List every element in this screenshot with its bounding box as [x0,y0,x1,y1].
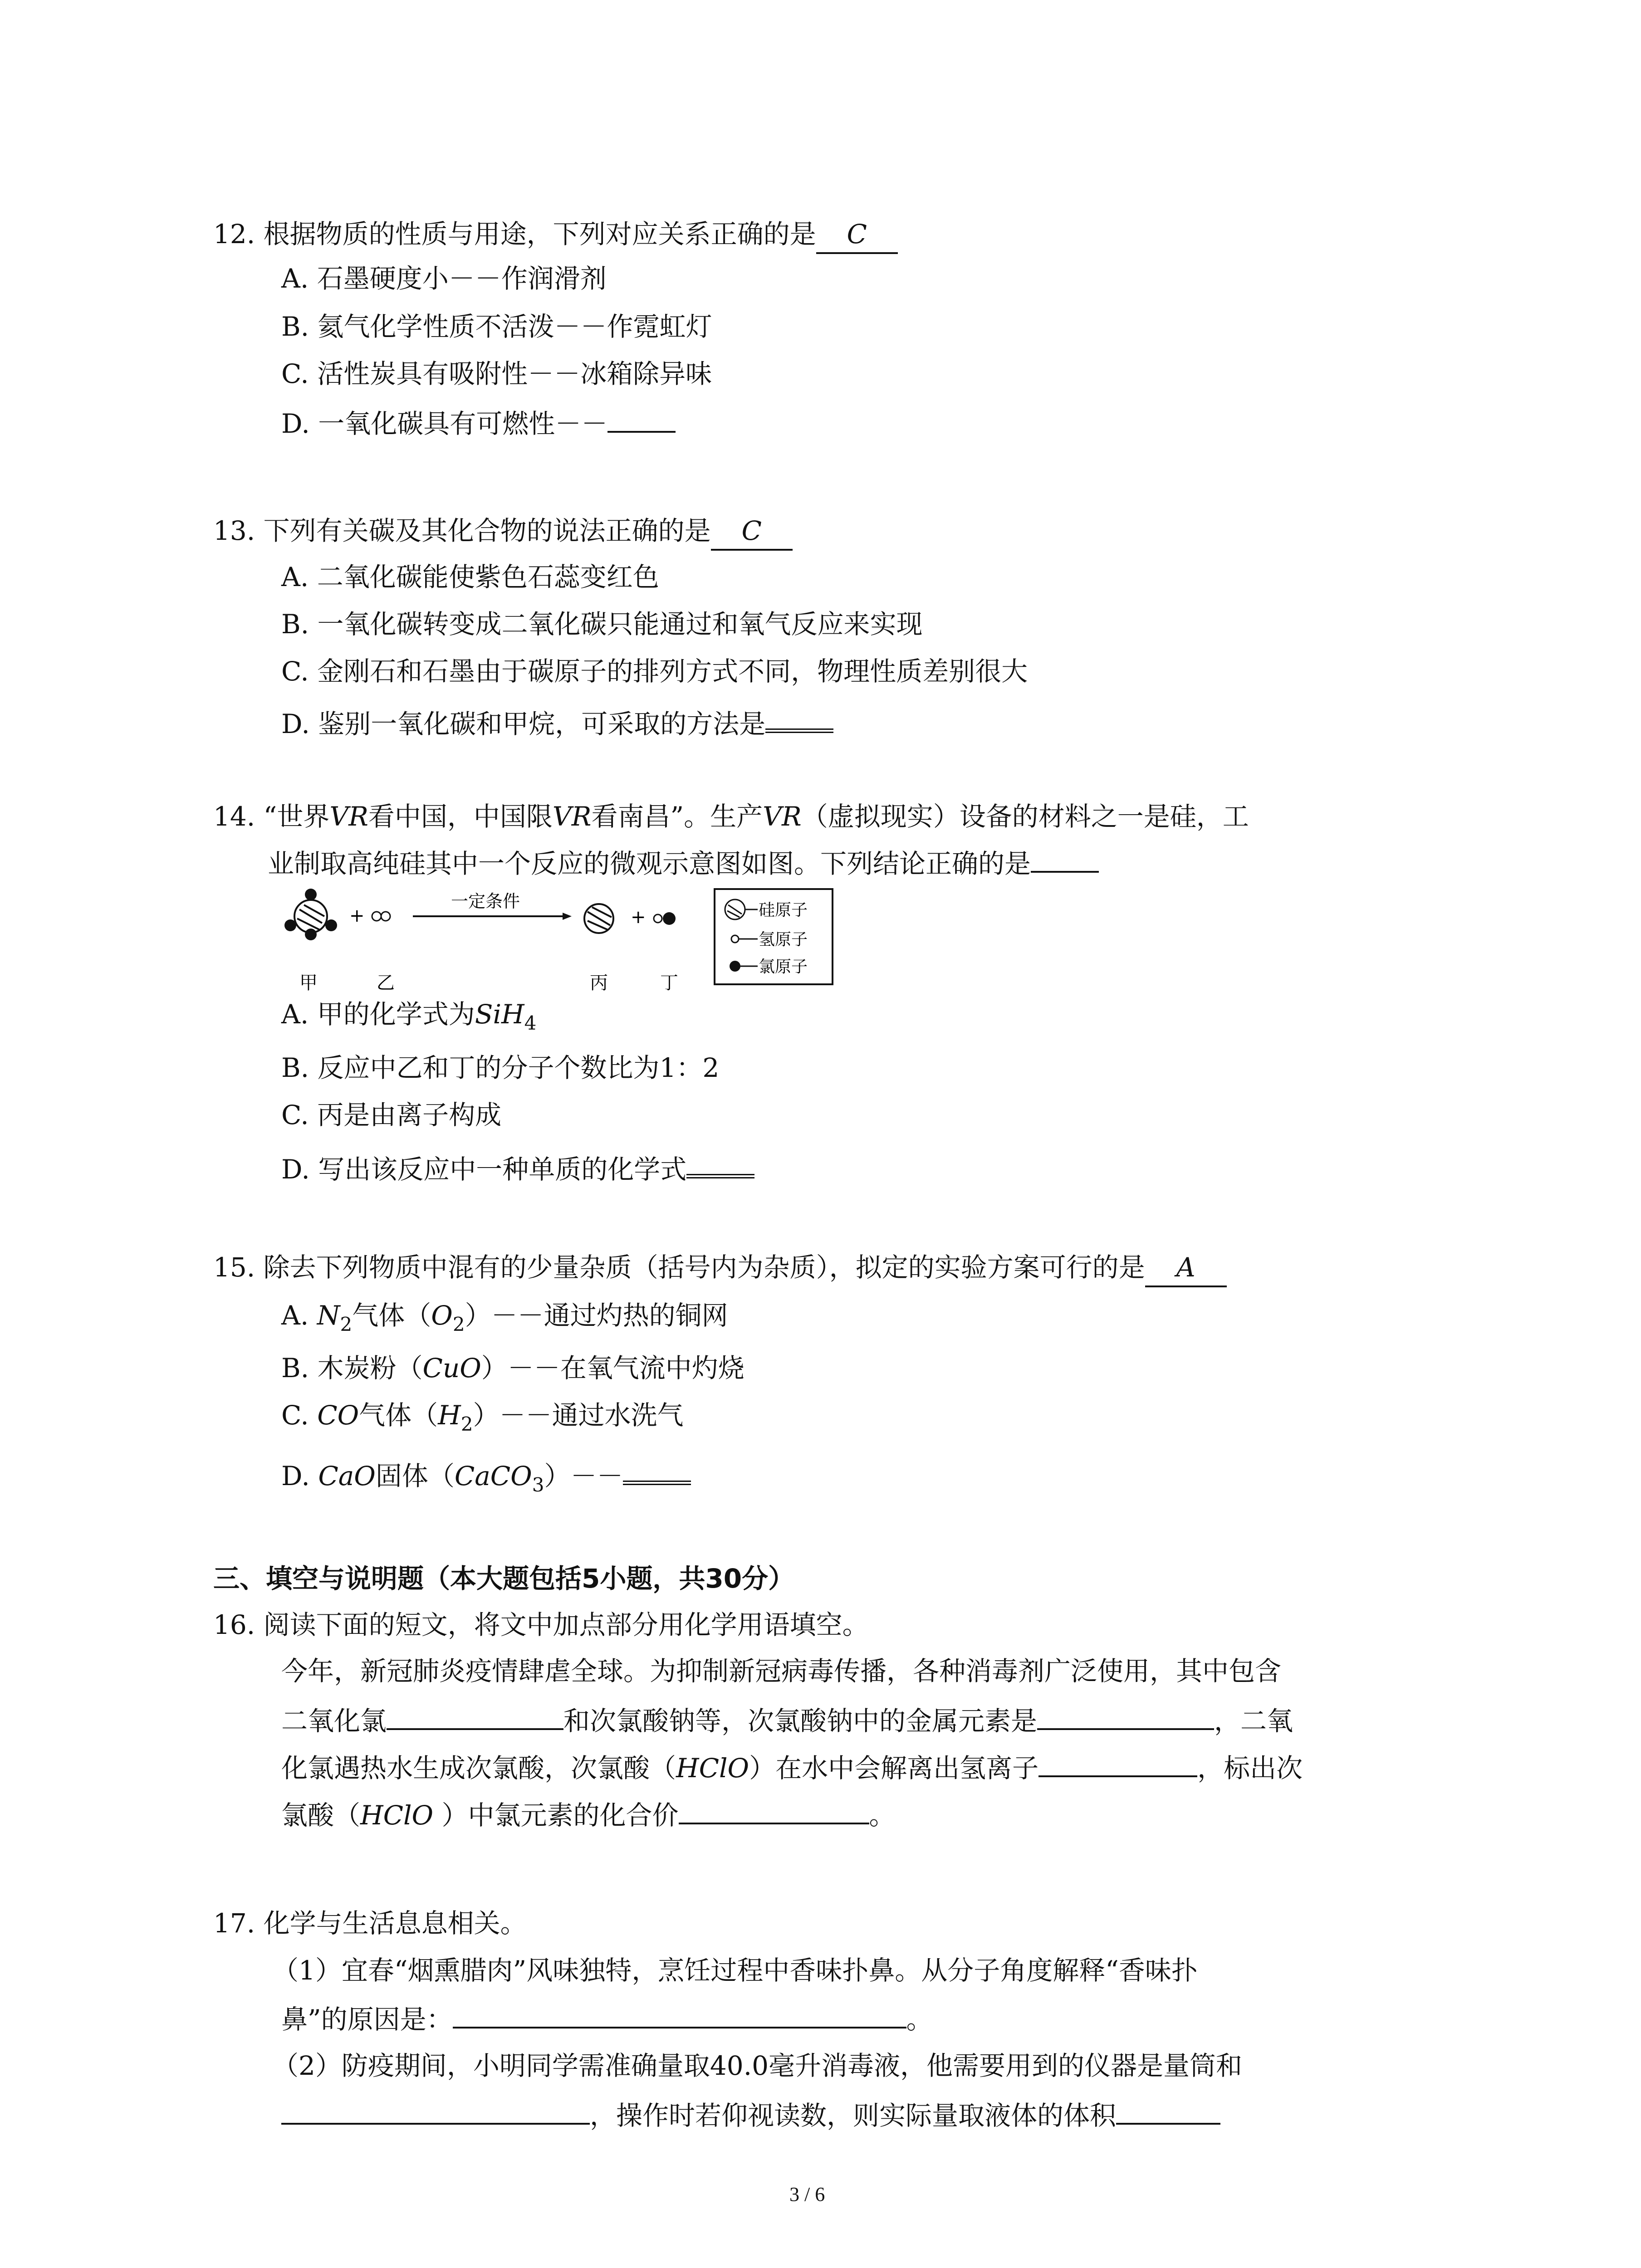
q14-vr-3: VR [763,801,802,832]
q12-stem-text: 12. 根据物质的性质与用途，下列对应关系正确的是 [213,219,816,249]
q14-blank [1031,845,1099,873]
q15-a-pre: A. [281,1300,317,1331]
q14-option-b: B. 反应中乙和丁的分子个数比为1：2 [281,1052,720,1083]
q13-option-a: A. 二氧化碳能使紫色石蕊变红色 [281,562,659,592]
q15-a-sub1: 2 [340,1313,353,1335]
legend-si: 硅原子 [759,901,808,919]
q17-part-2-cont [281,2097,1220,2134]
q13-option-c: C. 金刚石和石墨由于碳原子的排列方式不同，物理性质差别很大 [281,656,1028,687]
q17-blank-2 [281,2097,590,2125]
q16-para-4 [281,1796,896,1833]
label-bing: 丙 [590,973,608,993]
q15-d-sub: 3 [532,1474,544,1496]
q15-d-formula: CaO [318,1461,376,1491]
q12-option-d [281,405,676,442]
q17-stem: 17. 化学与生活息息相关。 [213,1908,527,1939]
q14-stem-line2 [268,845,1099,882]
q16-p2-a: 二氧化氯 [281,1706,387,1736]
q12-option-d-blank [607,405,676,433]
q16-p3-c: ，标出次 [1197,1753,1303,1784]
legend-h: 氢原子 [759,930,808,949]
q16-para-2 [281,1702,1293,1739]
q14-stem-line1 [213,798,1249,835]
q12-option-a: A. 石墨硬度小－－作润滑剂 [281,263,607,294]
q12-option-c: C. 活性炭具有吸附性－－冰箱除异味 [281,358,712,389]
q15-d-text: 固体（ [375,1461,455,1491]
q15-d-post: ）－－ [544,1461,623,1491]
q15-a-text: 气体（ [352,1300,431,1331]
q17-p2-a: 鼻”的原因是： [281,2004,453,2035]
q12-option-b: B. 氦气化学性质不活泼－－作霓虹灯 [281,311,712,342]
q14-text-a: 14. “世界 [213,801,330,832]
q16-p4-formula: HClO [360,1800,434,1831]
q15-c-text: 气体（ [359,1400,438,1431]
q14-text-c: 看南昌”。生产 [591,801,763,832]
section-3-heading: 三、填空与说明题（本大题包括5小题，共30分） [213,1563,795,1594]
q16-p4-b: ）中氯元素的化合价 [433,1800,679,1831]
q15-b-post: ）－－在氧气流中灼烧 [481,1353,745,1383]
q15-d-blank [623,1454,691,1485]
q15-c-post: ）－－通过水洗气 [473,1400,684,1431]
q15-option-c [281,1397,683,1442]
q17-blank-1 [453,2000,906,2028]
q14-opt-d-blank [686,1148,754,1178]
q15-b-pre: B. 木炭粉（ [281,1353,423,1383]
q16-p4-a: 氯酸（ [281,1800,361,1831]
q15-option-a [281,1297,728,1343]
q16-blank-3 [1038,1749,1197,1777]
q15-c-sub: 2 [460,1413,473,1435]
q13-answer: C [711,513,793,551]
q15-stem [213,1249,1227,1287]
q16-p3-formula: HClO [676,1753,749,1784]
label-jia: 甲 [299,973,318,993]
condition-label: 一定条件 [451,891,520,911]
q14-option-d [281,1148,754,1188]
q13-option-d-text: D. 鉴别一氧化碳和甲烷，可采取的方法是 [281,709,766,739]
q16-stem: 16. 阅读下面的短文，将文中加点部分用化学用语填空。 [213,1609,869,1640]
q14-option-a [281,996,536,1041]
q14-opt-a-formula: SiH [475,999,524,1030]
q17-part-1: （1）宜春“烟熏腊肉”风味独特，烹饪过程中香味扑鼻。从分子角度解释“香味扑 [272,1955,1198,1986]
q12-option-d-text: D. 一氧化碳具有可燃性－－ [281,408,608,439]
q14-opt-d-text: D. 写出该反应中一种单质的化学式 [281,1154,687,1185]
q12-stem [213,216,898,254]
q14-vr-2: VR [552,801,592,832]
plus-sign-1: + [349,905,365,926]
q16-p2-c: ，二氧 [1214,1706,1293,1736]
molecule-ding-icon [654,912,676,925]
q15-c-pre: C. [281,1400,318,1431]
molecule-yi-icon [372,912,390,921]
q16-p3-b: ）在水中会解离出氢离子 [749,1753,1039,1784]
q13-option-d [281,702,833,742]
label-ding: 丁 [660,973,678,993]
molecule-bing-icon [584,904,613,933]
q16-para-3 [281,1749,1303,1786]
q15-c-h: H [438,1400,461,1431]
q16-blank-2 [1037,1702,1214,1730]
q14-text-d: （虚拟现实）设备的材料之一是硅，工 [801,801,1249,832]
molecule-jia-icon [284,889,337,940]
q16-blank-4 [679,1796,869,1824]
q15-option-d [281,1454,691,1503]
q13-stem [213,513,793,551]
q13-option-b: B. 一氧化碳转变成二氧化碳只能通过和氧气反应来实现 [281,609,923,640]
q13-stem-text: 13. 下列有关碳及其化合物的说法正确的是 [213,515,711,546]
q12-answer: C [816,216,898,254]
q17-p4-text: ，操作时若仰视读数，则实际量取液体的体积 [590,2100,1117,2131]
q16-blank-1 [387,1702,563,1730]
label-yi: 乙 [377,973,395,993]
q15-d-pre: D. [281,1461,318,1491]
q14-opt-a-text: A. 甲的化学式为 [281,999,475,1030]
q16-p3-a: 化氯遇热水生成次氯酸，次氯酸（ [281,1753,676,1784]
q14-opt-a-sub: 4 [524,1012,537,1034]
q14-line2-text: 业制取高纯硅其中一个反应的微观示意图如图。下列结论正确的是 [268,848,1031,879]
q15-a-post: ）－－通过灼热的铜网 [465,1300,728,1331]
q17-blank-3 [1116,2097,1220,2125]
q14-vr-1: VR [329,801,368,832]
reaction-diagram [272,885,907,1002]
q16-p2-b: 和次氯酸钠等，次氯酸钠中的金属元素是 [563,1706,1038,1736]
q15-a-o: O [431,1300,453,1331]
q17-p2-b: 。 [906,2004,933,2035]
page-number: 3 / 6 [789,2183,825,2205]
q15-a-sub2: 2 [452,1313,465,1335]
q17-part-1-cont [281,2000,933,2038]
q15-a-n: N [317,1300,340,1331]
q15-c-formula: CO [317,1400,359,1431]
q15-d-formula2: CaCO [454,1461,532,1491]
q15-answer: A [1145,1249,1227,1287]
q17-part-2: （2）防疫期间，小明同学需准确量取40.0毫升消毒液，他需要用到的仪器是量筒和 [272,2050,1243,2081]
q14-text-b: 看中国，中国限 [368,801,553,832]
q15-stem-text: 15. 除去下列物质中混有的少量杂质（括号内为杂质），拟定的实验方案可行的是 [213,1252,1145,1283]
q14-option-c: C. 丙是由离子构成 [281,1100,502,1130]
q15-option-b [281,1350,745,1386]
q13-option-d-blank [765,702,833,733]
q16-para-1: 今年，新冠肺炎疫情肆虐全球。为抑制新冠病毒传播，各种消毒剂广泛使用，其中包含 [281,1656,1282,1686]
legend-cl: 氯原子 [759,958,808,976]
plus-sign-2: + [631,907,646,928]
q15-b-formula: CuO [422,1353,481,1383]
q16-p4-c: 。 [869,1800,896,1831]
